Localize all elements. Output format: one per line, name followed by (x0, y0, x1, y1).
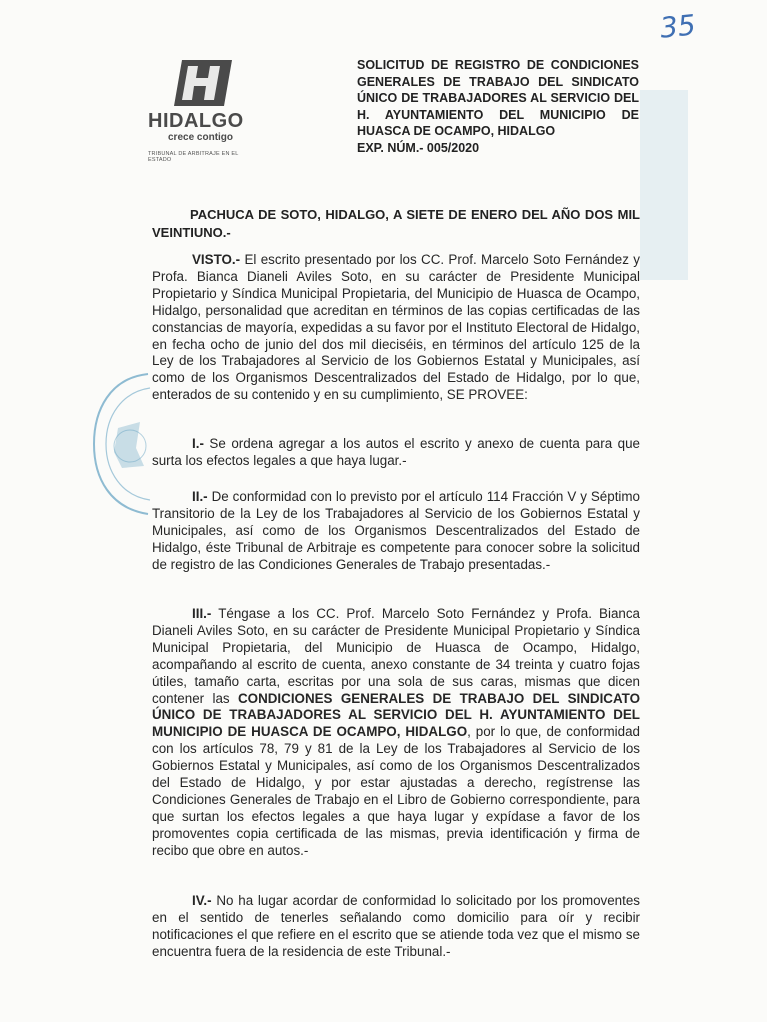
expediente-number: EXP. NÚM.- 005/2020 (357, 140, 480, 155)
paragraph-lead: III.- (192, 606, 212, 621)
paragraph-text-continued: , por lo que, de conformidad con los artículos 78, 79 y 81 de la Ley de los Trabajadores al Servicio de los Gobiernos Estatal y Municipales, así como de los Organismos Descentralizados del Estado de Hidalgo, y por estar ajustadas a derecho, regístrense las Condiciones Generales de Trabajo en el Libro de Gobierno correspondiente, para que surtan los efectos legales a que haya lugar y expídase a favor de los promoventes copia certificada de las mismas, previa identificación y firma de recibo que obre en autos.- (152, 724, 640, 858)
page-number: 35 (658, 8, 698, 45)
paragraph-visto (152, 252, 640, 404)
header-title: SOLICITUD DE REGISTRO DE CONDICIONES GENERALES DE TRABAJO DEL SINDICATO ÚNICO DE TRABAJADORES AL SERVICIO DEL H. AYUNTAMIENTO DEL MUNICIPIO DE HUASCA DE OCAMPO, HIDALGO (357, 58, 639, 138)
paragraph-bold-text: CONDICIONES GENERALES DE TRABAJO DEL SINDICATO ÚNICO DE TRABAJADORES AL SERVICIO DEL H. AYUNTAMIENTO DEL MUNICIPIO DE HUASCA DE OCAMPO, HIDALGO (152, 690, 640, 740)
logo-slogan: crece contigo (168, 132, 234, 143)
paragraph-point-3 (152, 606, 640, 860)
paragraph-lead: II.- (192, 489, 208, 504)
logo-subtitle: TRIBUNAL DE ARBITRAJE EN EL ESTADO (148, 151, 239, 163)
paragraph-point-1 (152, 436, 640, 470)
paragraph-text: Se ordena agregar a los autos el escrito y anexo de cuenta para que surta los efectos legales a que haya lugar.- (152, 436, 640, 468)
paragraph-lead: I.- (192, 436, 204, 451)
hidalgo-logo (148, 58, 258, 163)
paragraph-text: No ha lugar acordar de conformidad lo solicitado por los promoventes en el sentido de tenerles señalando como domicilio para oír y recibir notificaciones el que refiere en el escrito que se atiende toda vez que el mismo se encuentra fuera de la residencia de este Tribunal.- (152, 893, 640, 959)
paragraph-text: De conformidad con lo previsto por el artículo 114 Fracción V y Séptimo Transitorio de la Ley de los Trabajadores al Servicio de los Gobiernos Estatal y Municipales, así como de los Organismos Descentralizados del Estado de Hidalgo, éste Tribunal de Arbitraje es competente para conocer sobre la solicitud de registro de las Condiciones Generales de Trabajo presentadas.- (152, 489, 640, 572)
paragraph-lead: VISTO.- (192, 252, 241, 267)
logo-name: HIDALGO (148, 110, 244, 132)
paragraph-text: El escrito presentado por los CC. Prof. Marcelo Soto Fernández y Profa. Bianca Dianeli Aviles Soto, en su carácter de Presidente Municipal Propietario y Síndica Municipal Propietaria, del Municipio de Huasca de Ocampo, Hidalgo, personalidad que acreditan en términos de las copias certificadas de las constancias de mayoría, expedidas a su favor por el Instituto Electoral de Hidalgo, en fecha ocho de junio del dos mil dieciséis, en términos del artículo 125 de la Ley de los Trabajadores al Servicio de los Gobiernos Estatal y Municipales, así como de los Organismos Descentralizados del Estado de Hidalgo, por lo que, enterados de su contenido y en su cumplimiento, SE PROVEE: (152, 252, 640, 403)
paragraph-point-4 (152, 893, 640, 961)
official-stamp-icon (88, 368, 154, 520)
scan-artifact (640, 90, 688, 280)
paragraph-point-2 (152, 489, 640, 574)
document-header (357, 57, 639, 156)
paragraph-text: Téngase a los CC. Prof. Marcelo Soto Fernández y Profa. Bianca Dianeli Aviles Soto, en su carácter de Presidente Municipal Propietario y Síndica Municipal Propietaria, del Municipio de Huasca de Ocampo, Hidalgo, acompañando al escrito de cuenta, anexo constante de 34 treinta y cuatro fojas útiles, tamaño carta, escritas por una sola de sus caras, mismas que dicen contener las (152, 606, 640, 706)
hidalgo-h-icon (172, 58, 234, 108)
dateline: PACHUCA DE SOTO, HIDALGO, A SIETE DE ENERO DEL AÑO DOS MIL VEINTIUNO.- (152, 207, 640, 240)
paragraph-lead: IV.- (192, 893, 212, 908)
